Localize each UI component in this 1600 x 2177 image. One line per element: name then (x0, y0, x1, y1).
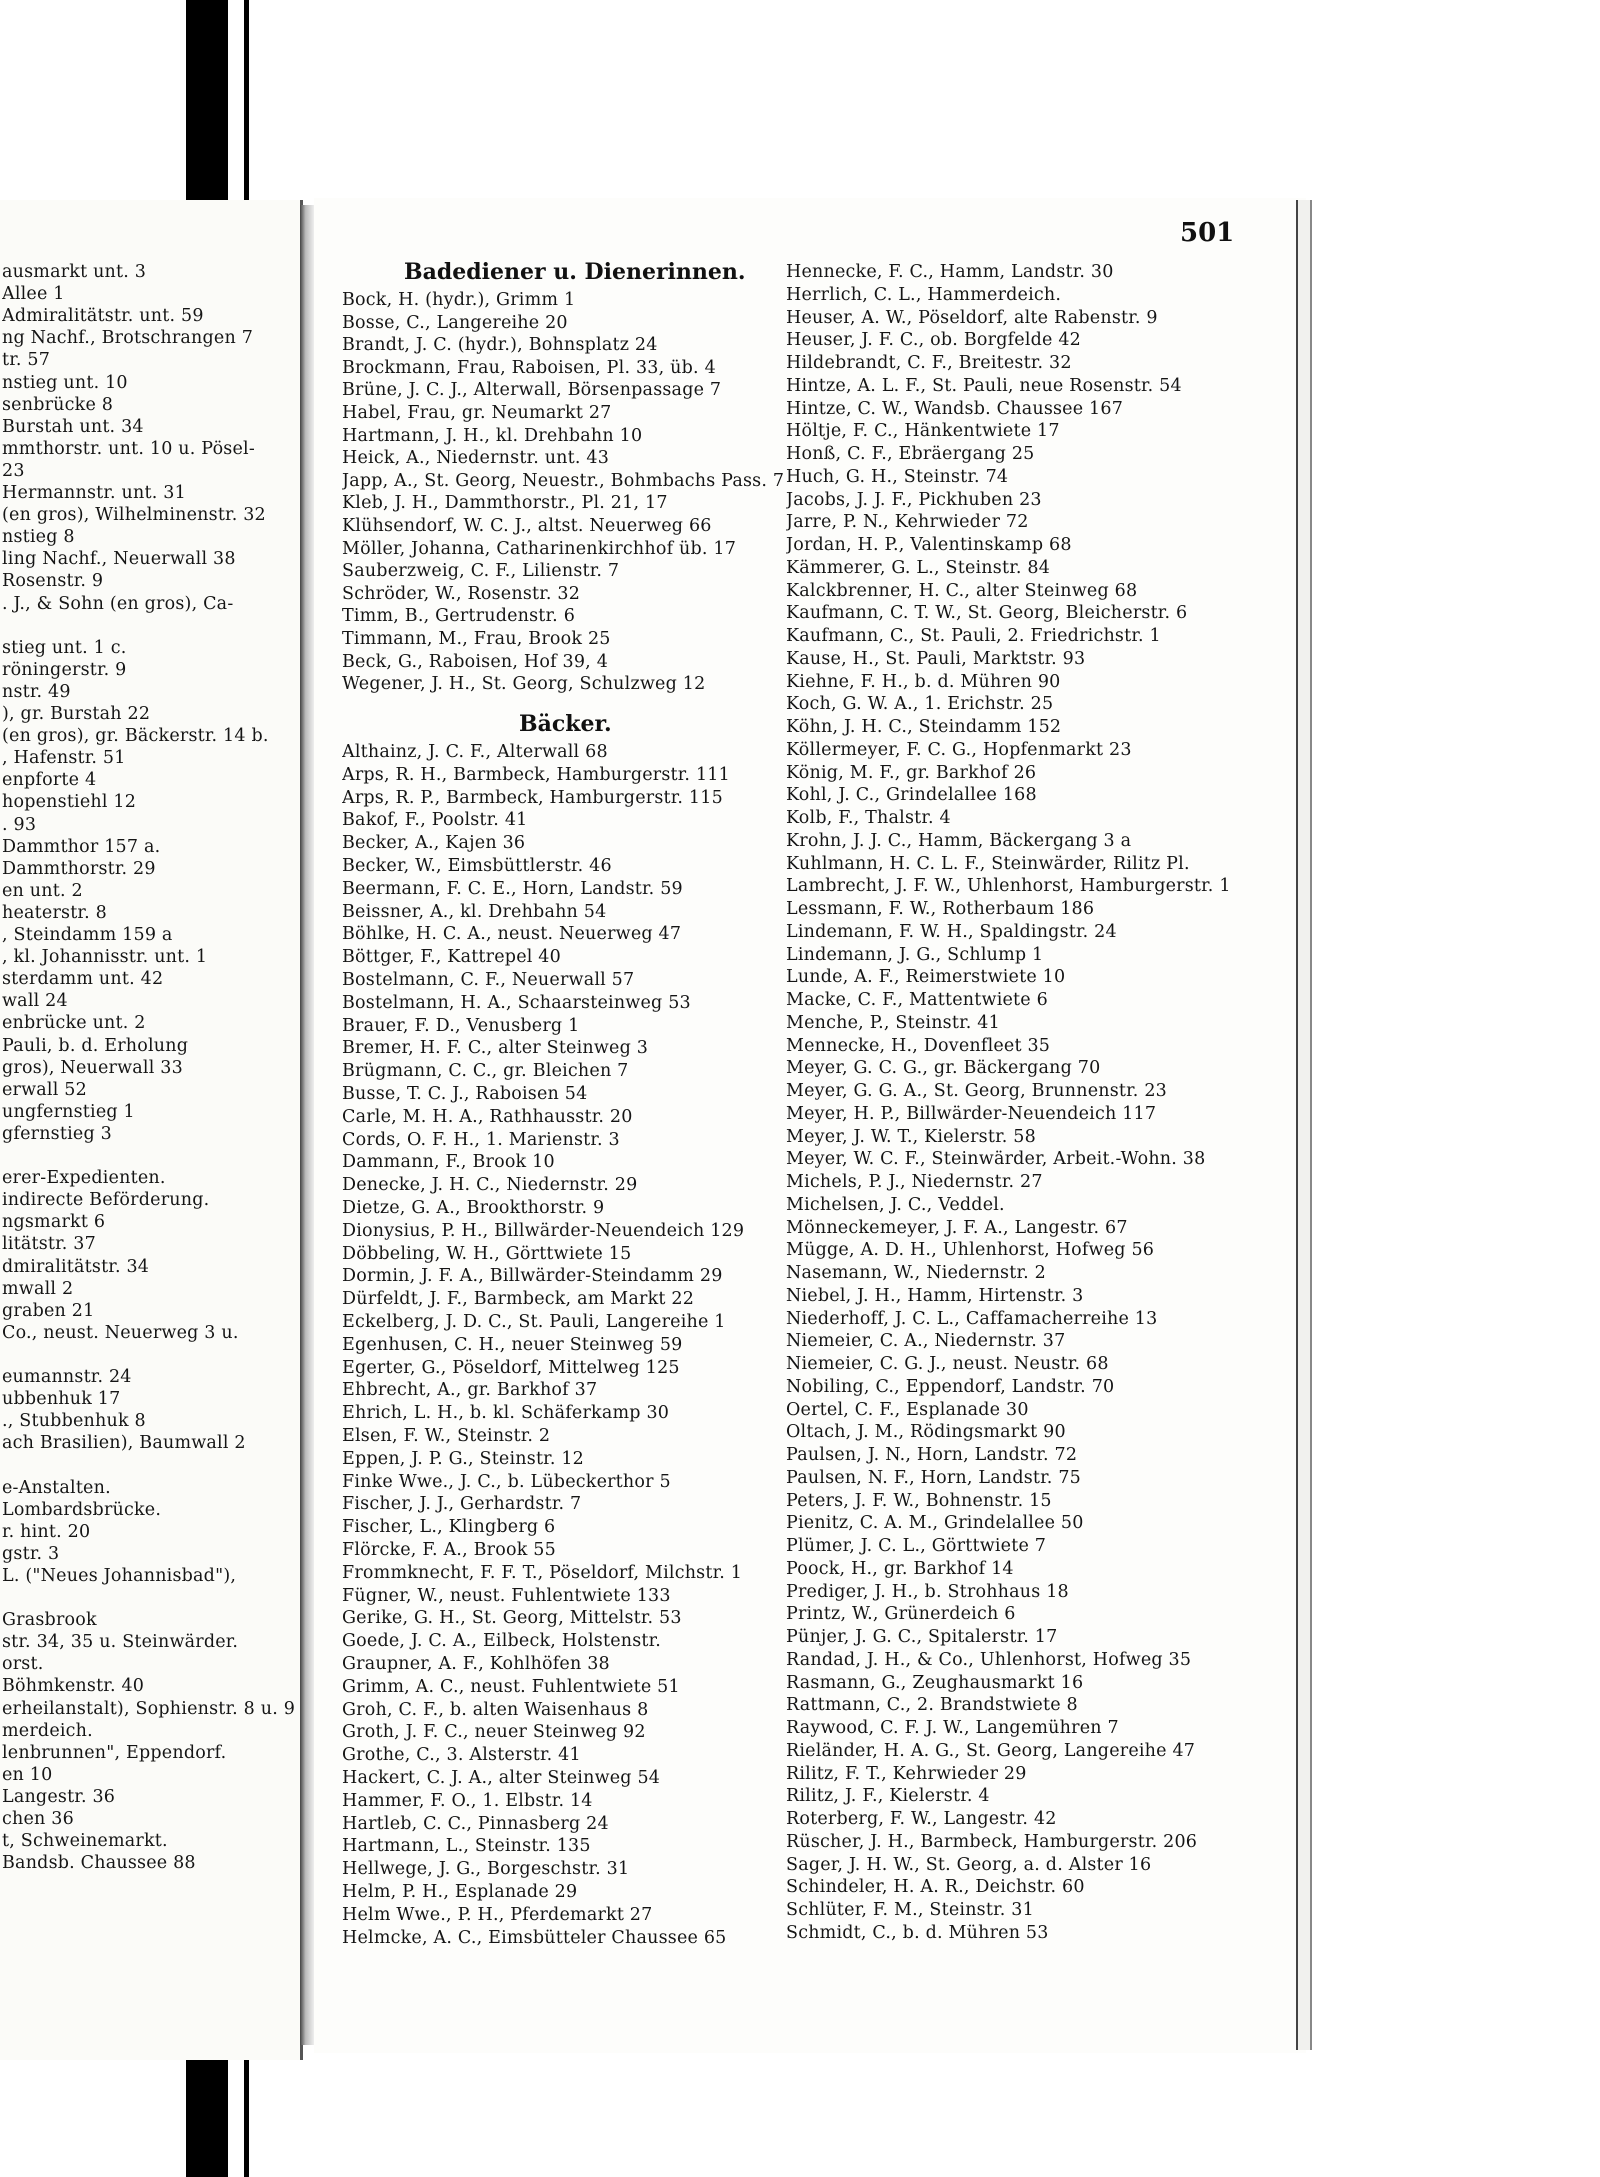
fragment-line: ling Nachf., Neuerwall 38 (2, 549, 236, 570)
fragment-line: Langestr. 36 (2, 1786, 116, 1807)
directory-entry: Dietze, G. A., Brookthorstr. 9 (342, 1198, 605, 1218)
directory-entry: Poock, H., gr. Barkhof 14 (786, 1558, 1014, 1579)
directory-entry: Bremer, H. F. C., alter Steinweg 3 (342, 1038, 649, 1059)
right-page (314, 198, 1306, 2053)
fragment-line: röningerstr. 9 (2, 659, 127, 680)
fragment-line: mwall 2 (2, 1278, 74, 1299)
directory-entry: Hartmann, J. H., kl. Drehbahn 10 (342, 425, 643, 446)
directory-entry: Dionysius, P. H., Billwärder-Neuendeich 129 (342, 1220, 745, 1241)
fragment-line: dmiralitätstr. 34 (2, 1256, 150, 1277)
directory-entry: Kaufmann, C. T. W., St. Georg, Bleicherstr. 6 (786, 603, 1188, 624)
fragment-line: eumannstr. 24 (2, 1367, 132, 1387)
directory-entry: Hildebrandt, C. F., Breitestr. 32 (786, 353, 1072, 373)
fragment-line: Dammthor 157 a. (2, 836, 161, 857)
directory-entry: Jacobs, J. J. F., Pickhuben 23 (786, 489, 1042, 510)
fragment-line: erer-Expedienten. (2, 1168, 166, 1189)
directory-entry: Bakof, F., Poolstr. 41 (342, 810, 528, 831)
directory-entry: Dormin, J. F. A., Billwärder-Steindamm 29 (342, 1266, 723, 1287)
fragment-line: t, Schweinemarkt. (2, 1831, 168, 1852)
directory-entry: Jordan, H. P., Valentinskamp 68 (786, 535, 1072, 555)
fragment-line: Dammthorstr. 29 (2, 858, 156, 879)
directory-entry: Heick, A., Niedernstr. unt. 43 (342, 448, 610, 469)
directory-entry: Mönneckemeyer, J. F. A., Langestr. 67 (786, 1217, 1128, 1238)
directory-entry: Kämmerer, G. L., Steinstr. 84 (786, 557, 1051, 578)
directory-entry: Japp, A., St. Georg, Neuestr., Bohmbachs Pass. 7 (342, 470, 785, 491)
fragment-line: Pauli, b. d. Erholung (2, 1035, 189, 1056)
directory-entry: Kaufmann, C., St. Pauli, 2. Friedrichstr. 1 (786, 626, 1161, 646)
fragment-line: ubbenhuk 17 (2, 1389, 121, 1410)
directory-entry: Elsen, F. W., Steinstr. 2 (342, 1426, 551, 1446)
directory-entry: Kohl, J. C., Grindelallee 168 (786, 785, 1037, 806)
directory-entry: Hintze, C. W., Wandsb. Chaussee 167 (786, 398, 1124, 419)
fragment-line: gstr. 3 (2, 1543, 60, 1564)
fragment-line: L. ("Neues Johannisbad"), (2, 1565, 237, 1586)
directory-entry: Brügmann, C. C., gr. Bleichen 7 (342, 1061, 629, 1082)
fragment-line: Böhmkenstr. 40 (2, 1676, 145, 1697)
directory-entry: Flörcke, F. A., Brook 55 (342, 1540, 556, 1560)
fragment-line: ., Stubbenhuk 8 (2, 1411, 146, 1432)
directory-entry: Wegener, J. H., St. Georg, Schulzweg 12 (342, 674, 706, 695)
directory-entry: Honß, C. F., Ebräergang 25 (786, 444, 1035, 464)
fragment-line: , kl. Johannisstr. unt. 1 (2, 947, 208, 968)
directory-entry: Köhn, J. H. C., Steindamm 152 (786, 717, 1062, 737)
directory-entry: Arps, R. P., Barmbeck, Hamburgerstr. 115 (342, 787, 723, 808)
directory-entry: Bosse, C., Langereihe 20 (342, 312, 568, 333)
directory-entry: Paulsen, J. N., Horn, Landstr. 72 (786, 1445, 1078, 1465)
fragment-line: senbrücke 8 (2, 394, 114, 415)
directory-entry: Hackert, C. J. A., alter Steinweg 54 (342, 1768, 661, 1788)
fragment-line: litätstr. 37 (2, 1234, 96, 1255)
fragment-line: Co., neust. Neuerweg 3 u. (2, 1322, 239, 1343)
directory-entry: Lindemann, J. G., Schlump 1 (786, 944, 1044, 965)
directory-entry: Mügge, A. D. H., Uhlenhorst, Hofweg 56 (786, 1240, 1155, 1261)
directory-entry: Paulsen, N. F., Horn, Landstr. 75 (786, 1467, 1081, 1488)
directory-entry: Schlüter, F. M., Steinstr. 31 (786, 1900, 1034, 1920)
fragment-line: hopenstiehl 12 (2, 792, 137, 813)
directory-entry: Prediger, J. H., b. Strohhaus 18 (786, 1581, 1069, 1602)
directory-entry: Nasemann, W., Niedernstr. 2 (786, 1263, 1046, 1283)
fragment-line: . 93 (2, 814, 37, 835)
fragment-line: stieg unt. 1 c. (2, 637, 127, 658)
section-heading-badediener: Badediener u. Dienerinnen. (404, 259, 746, 285)
fragment-line: str. 34, 35 u. Steinwärder. (2, 1632, 239, 1653)
directory-entry: Lessmann, F. W., Rotherbaum 186 (786, 899, 1095, 919)
directory-entry: Kuhlmann, H. C. L. F., Steinwärder, Rilitz Pl. (786, 853, 1190, 874)
directory-entry: Becker, A., Kajen 36 (342, 833, 526, 854)
directory-entry: Mennecke, H., Dovenfleet 35 (786, 1035, 1051, 1056)
directory-entry: Rilitz, F. T., Kehrwieder 29 (786, 1763, 1027, 1784)
directory-entry: Groth, J. F. C., neuer Steinweg 92 (342, 1722, 646, 1743)
directory-entry: Kleb, J. H., Dammthorstr., Pl. 21, 17 (342, 493, 668, 514)
directory-entry: Klühsendorf, W. C. J., altst. Neuerweg 66 (342, 516, 712, 536)
directory-entry: Bock, H. (hydr.), Grimm 1 (342, 290, 576, 310)
fragment-line: Grasbrook (2, 1610, 97, 1631)
directory-entry: Groh, C. F., b. alten Waisenhaus 8 (342, 1699, 649, 1720)
fragment-line: ausmarkt unt. 3 (2, 262, 147, 282)
fragment-line: gfernstieg 3 (2, 1123, 112, 1144)
page-number: 501 (1180, 218, 1235, 248)
directory-entry: Niederhoff, J. C. L., Caffamacherreihe 13 (786, 1308, 1158, 1329)
page-gutter (300, 205, 314, 2045)
directory-entry: Helm, P. H., Esplanade 29 (342, 1882, 578, 1902)
directory-entry: Randad, J. H., & Co., Uhlenhorst, Hofweg 35 (786, 1649, 1192, 1670)
directory-entry: Brandt, J. C. (hydr.), Bohnsplatz 24 (342, 335, 658, 356)
fragment-line: e-Anstalten. (2, 1477, 111, 1498)
directory-entry: Fügner, W., neust. Fuhlentwiete 133 (342, 1585, 671, 1606)
fragment-line: ng Nachf., Brotschrangen 7 (2, 328, 254, 349)
directory-entry: Heuser, A. W., Pöseldorf, alte Rabenstr. 9 (786, 307, 1158, 328)
directory-entry: Hartleb, C. C., Pinnasberg 24 (342, 1813, 609, 1834)
directory-entry: Graupner, A. F., Kohlhöfen 38 (342, 1654, 610, 1674)
directory-entry: Roterberg, F. W., Langestr. 42 (786, 1809, 1057, 1829)
fragment-line: merdeich. (2, 1720, 93, 1741)
directory-entry: Möller, Johanna, Catharinenkirchhof üb. 17 (342, 538, 737, 559)
directory-entry: Althainz, J. C. F., Alterwall 68 (342, 742, 608, 762)
fragment-line: Rosenstr. 9 (2, 571, 104, 592)
directory-entry: Brüne, J. C. J., Alterwall, Börsenpassage 7 (342, 380, 722, 401)
fragment-line: Burstah unt. 34 (2, 416, 144, 437)
fragment-line: erheilanstalt), Sophienstr. 8 u. 9 (2, 1698, 296, 1719)
directory-entry: Gerike, G. H., St. Georg, Mittelstr. 53 (342, 1608, 682, 1629)
fragment-line: enpforte 4 (2, 770, 97, 791)
directory-entry: Michels, P. J., Niedernstr. 27 (786, 1172, 1043, 1192)
fragment-line: en unt. 2 (2, 880, 83, 901)
directory-entry: Koch, G. W. A., 1. Erichstr. 25 (786, 694, 1054, 715)
directory-entry: Sager, J. H. W., St. Georg, a. d. Alster 16 (786, 1854, 1152, 1875)
directory-entry: Niemeier, C. G. J., neust. Neustr. 68 (786, 1354, 1109, 1374)
directory-entry: Plümer, J. C. L., Görttwiete 7 (786, 1536, 1047, 1556)
directory-entry: Döbbeling, W. H., Görttwiete 15 (342, 1243, 632, 1264)
fragment-line: Bandsb. Chaussee 88 (2, 1853, 196, 1874)
directory-entry: Raywood, C. F. J. W., Langemühren 7 (786, 1718, 1119, 1738)
fragment-line: lenbrunnen", Eppendorf. (2, 1742, 227, 1763)
directory-entry: Grothe, C., 3. Alsterstr. 41 (342, 1745, 581, 1766)
directory-entry: Brockmann, Frau, Raboisen, Pl. 33, üb. 4 (342, 357, 716, 378)
directory-entry: Herrlich, C. L., Hammerdeich. (786, 284, 1062, 305)
fragment-line: enbrücke unt. 2 (2, 1013, 146, 1034)
directory-entry: Schmidt, C., b. d. Mühren 53 (786, 1922, 1049, 1943)
directory-entry: Goede, J. C. A., Eilbeck, Holstenstr. (342, 1631, 662, 1652)
page-edge (1296, 200, 1312, 2050)
fragment-line: heaterstr. 8 (2, 902, 107, 923)
section-heading-baecker: Bäcker. (519, 711, 612, 737)
directory-entry: Oltach, J. M., Rödingsmarkt 90 (786, 1422, 1066, 1443)
directory-entry: Schindeler, H. A. R., Deichstr. 60 (786, 1877, 1085, 1898)
directory-entry: Pienitz, C. A. M., Grindelallee 50 (786, 1513, 1084, 1534)
directory-entry: Bostelmann, H. A., Schaarsteinweg 53 (342, 992, 691, 1013)
fragment-line: en 10 (2, 1764, 53, 1785)
directory-entry: Frommknecht, F. F. T., Pöseldorf, Milchstr. 1 (342, 1562, 743, 1583)
directory-entry: Rieländer, H. A. G., St. Georg, Langereihe 47 (786, 1740, 1196, 1761)
directory-entry: Carle, M. H. A., Rathhausstr. 20 (342, 1106, 633, 1127)
directory-entry: Brauer, F. D., Venusberg 1 (342, 1015, 580, 1036)
directory-entry: Busse, T. C. J., Raboisen 54 (342, 1084, 588, 1104)
directory-entry: Ehrich, L. H., b. kl. Schäferkamp 30 (342, 1403, 670, 1424)
directory-entry: Egenhusen, C. H., neuer Steinweg 59 (342, 1334, 683, 1355)
directory-entry: Meyer, J. W. T., Kielerstr. 58 (786, 1126, 1036, 1147)
fragment-line: r. hint. 20 (2, 1521, 91, 1542)
directory-entry: Kiehne, F. H., b. d. Mühren 90 (786, 671, 1061, 692)
fragment-line: mmthorstr. unt. 10 u. Pösel- (2, 438, 255, 459)
directory-entry: Hennecke, F. C., Hamm, Landstr. 30 (786, 262, 1114, 282)
directory-entry: Rilitz, J. F., Kielerstr. 4 (786, 1786, 990, 1807)
directory-entry: König, M. F., gr. Barkhof 26 (786, 762, 1037, 783)
fragment-line: Allee 1 (2, 284, 65, 305)
directory-entry: Jarre, P. N., Kehrwieder 72 (786, 512, 1029, 533)
directory-entry: Meyer, H. P., Billwärder-Neuendeich 117 (786, 1103, 1157, 1124)
directory-entry: Egerter, G., Pöseldorf, Mittelweg 125 (342, 1357, 680, 1378)
directory-entry: Böttger, F., Kattrepel 40 (342, 947, 561, 968)
directory-entry: Nobiling, C., Eppendorf, Landstr. 70 (786, 1376, 1115, 1397)
directory-entry: Kause, H., St. Pauli, Marktstr. 93 (786, 648, 1086, 669)
directory-entry: Timm, B., Gertrudenstr. 6 (342, 606, 576, 627)
fragment-line: ach Brasilien), Baumwall 2 (2, 1433, 246, 1454)
fragment-line: graben 21 (2, 1300, 95, 1321)
fragment-line: , Hafenstr. 51 (2, 748, 126, 769)
directory-entry: Eckelberg, J. D. C., St. Pauli, Langereihe 1 (342, 1312, 726, 1332)
directory-entry: Niemeier, C. A., Niedernstr. 37 (786, 1331, 1066, 1352)
fragment-line: (en gros), Wilhelminenstr. 32 (2, 505, 266, 526)
directory-entry: Finke Wwe., J. C., b. Lübeckerthor 5 (342, 1471, 671, 1492)
directory-entry: Cords, O. F. H., 1. Marienstr. 3 (342, 1129, 620, 1150)
directory-entry: Menche, P., Steinstr. 41 (786, 1012, 1000, 1033)
fragment-line: Admiralitätstr. unt. 59 (2, 306, 204, 327)
directory-entry: Oertel, C. F., Esplanade 30 (786, 1399, 1029, 1420)
directory-entry: Peters, J. F. W., Bohnenstr. 15 (786, 1490, 1052, 1511)
directory-entry: Printz, W., Grünerdeich 6 (786, 1604, 1016, 1625)
fragment-line: 23 (2, 460, 25, 481)
directory-entry: Habel, Frau, gr. Neumarkt 27 (342, 403, 612, 423)
directory-entry: Macke, C. F., Mattentwiete 6 (786, 990, 1048, 1010)
fragment-line: chen 36 (2, 1809, 74, 1829)
directory-entry: Hammer, F. O., 1. Elbstr. 14 (342, 1790, 593, 1811)
directory-entry: Helm Wwe., P. H., Pferdemarkt 27 (342, 1904, 653, 1925)
directory-entry: Kalckbrenner, H. C., alter Steinweg 68 (786, 580, 1138, 601)
directory-entry: Arps, R. H., Barmbeck, Hamburgerstr. 111 (342, 764, 730, 785)
fragment-line: wall 24 (2, 991, 68, 1012)
directory-entry: Grimm, A. C., neust. Fuhlentwiete 51 (342, 1676, 680, 1697)
directory-entry: Denecke, J. H. C., Niedernstr. 29 (342, 1175, 638, 1196)
directory-entry: Lindemann, F. W. H., Spaldingstr. 24 (786, 921, 1117, 942)
directory-entry: Huch, G. H., Steinstr. 74 (786, 466, 1009, 487)
fragment-line: ), gr. Burstah 22 (2, 704, 151, 724)
directory-entry: Hintze, A. L. F., St. Pauli, neue Rosenstr. 54 (786, 375, 1182, 396)
fragment-line: erwall 52 (2, 1079, 87, 1100)
directory-entry: Ehbrecht, A., gr. Barkhof 37 (342, 1380, 598, 1401)
directory-entry: Timmann, M., Frau, Brook 25 (342, 629, 611, 649)
directory-entry: Lambrecht, J. F. W., Uhlenhorst, Hamburgerstr. 1 (786, 876, 1231, 897)
fragment-line: ngsmarkt 6 (2, 1212, 106, 1233)
directory-entry: Meyer, W. C. F., Steinwärder, Arbeit.-Wohn. 38 (786, 1149, 1206, 1170)
fragment-line: Lombardsbrücke. (2, 1499, 162, 1520)
directory-entry: Böhlke, H. C. A., neust. Neuerweg 47 (342, 924, 682, 945)
directory-entry: Meyer, G. G. A., St. Georg, Brunnenstr. 23 (786, 1081, 1168, 1101)
fragment-line: nstr. 49 (2, 681, 71, 702)
directory-entry: Kolb, F., Thalstr. 4 (786, 808, 951, 828)
fragment-line: nstieg 8 (2, 527, 75, 548)
fragment-line: tr. 57 (2, 350, 51, 371)
fragment-line: . J., & Sohn (en gros), Ca- (2, 593, 234, 614)
left-page (0, 200, 303, 2060)
fragment-line: indirecte Beförderung. (2, 1190, 210, 1211)
directory-entry: Krohn, J. J. C., Hamm, Bäckergang 3 a (786, 830, 1132, 851)
fragment-line: (en gros), gr. Bäckerstr. 14 b. (2, 726, 269, 747)
fragment-line: gros), Neuerwall 33 (2, 1057, 183, 1078)
directory-entry: Schröder, W., Rosenstr. 32 (342, 583, 581, 604)
directory-entry: Michelsen, J. C., Veddel. (786, 1194, 1005, 1215)
directory-entry: Eppen, J. P. G., Steinstr. 12 (342, 1448, 585, 1469)
directory-entry: Lunde, A. F., Reimerstwiete 10 (786, 967, 1066, 988)
directory-entry: Hellwege, J. G., Borgeschstr. 31 (342, 1859, 630, 1880)
directory-entry: Fischer, L., Klingberg 6 (342, 1517, 556, 1538)
fragment-line: sterdamm unt. 42 (2, 969, 164, 990)
directory-entry: Rattmann, C., 2. Brandstwiete 8 (786, 1695, 1078, 1716)
fragment-line: ungfernstieg 1 (2, 1101, 135, 1122)
directory-entry: Pünjer, J. G. C., Spitalerstr. 17 (786, 1627, 1058, 1647)
directory-entry: Heuser, J. F. C., ob. Borgfelde 42 (786, 330, 1082, 351)
directory-entry: Hartmann, L., Steinstr. 135 (342, 1836, 591, 1857)
fragment-line: orst. (2, 1654, 44, 1675)
directory-entry: Sauberzweig, C. F., Lilienstr. 7 (342, 561, 620, 582)
directory-entry: Meyer, G. C. G., gr. Bäckergang 70 (786, 1058, 1101, 1079)
directory-entry: Köllermeyer, F. C. G., Hopfenmarkt 23 (786, 739, 1132, 760)
directory-entry: Beck, G., Raboisen, Hof 39, 4 (342, 651, 609, 672)
directory-entry: Dammann, F., Brook 10 (342, 1152, 555, 1173)
directory-entry: Niebel, J. H., Hamm, Hirtenstr. 3 (786, 1285, 1084, 1306)
fragment-line: nstieg unt. 10 (2, 372, 128, 393)
directory-entry: Becker, W., Eimsbüttlerstr. 46 (342, 856, 612, 876)
directory-entry: Rasmann, G., Zeughausmarkt 16 (786, 1672, 1084, 1693)
directory-entry: Beissner, A., kl. Drehbahn 54 (342, 901, 607, 922)
directory-entry: Helmcke, A. C., Eimsbütteler Chaussee 65 (342, 1927, 727, 1948)
directory-entry: Bostelmann, C. F., Neuerwall 57 (342, 970, 635, 990)
fragment-line: Hermannstr. unt. 31 (2, 483, 186, 503)
directory-entry: Höltje, F. C., Hänkentwiete 17 (786, 421, 1060, 442)
directory-entry: Beermann, F. C. E., Horn, Landstr. 59 (342, 878, 683, 899)
directory-entry: Fischer, J. J., Gerhardstr. 7 (342, 1494, 582, 1515)
fragment-line: , Steindamm 159 a (2, 925, 173, 945)
directory-entry: Dürfeldt, J. F., Barmbeck, am Markt 22 (342, 1289, 695, 1310)
directory-entry: Rüscher, J. H., Barmbeck, Hamburgerstr. 206 (786, 1831, 1198, 1852)
